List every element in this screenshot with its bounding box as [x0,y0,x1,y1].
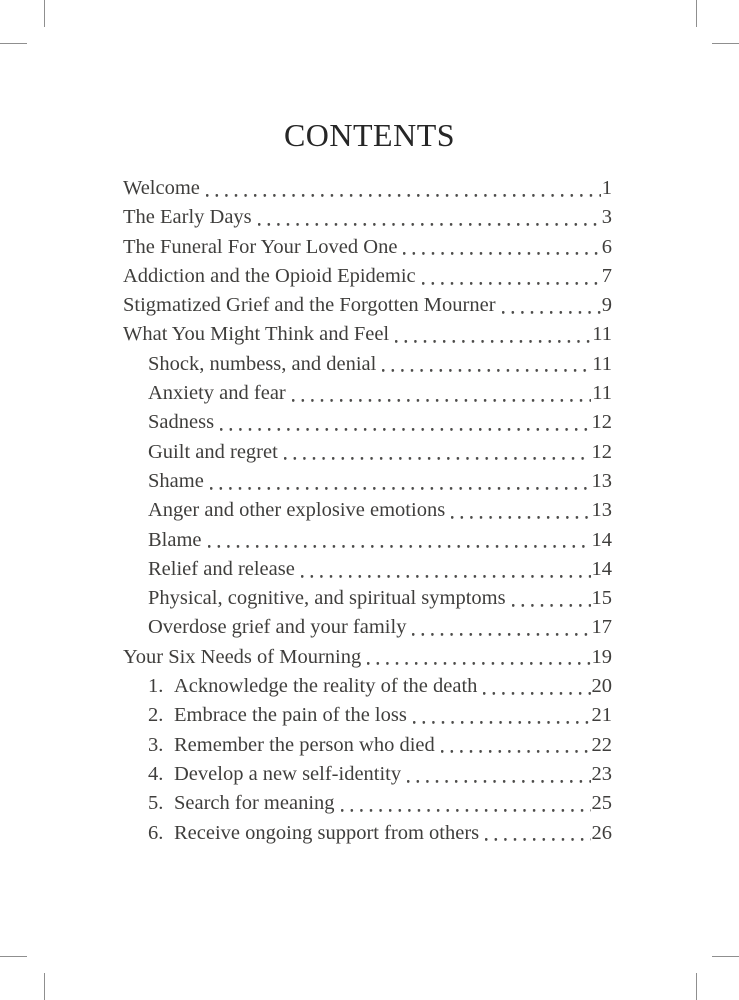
toc-entry-label: Search for meaning [174,792,335,815]
toc-entry-page: 26 [591,821,612,844]
dot-leader [485,819,590,848]
toc-entry-number: 3. [148,733,164,756]
dot-leader [208,526,591,555]
toc-row [123,438,612,467]
dot-leader [395,320,591,349]
toc-row [123,233,612,262]
toc-row [123,496,612,525]
toc-row [123,701,612,730]
toc-row [123,526,612,555]
toc-entry-page: 12 [591,440,612,463]
dot-leader [422,262,601,291]
toc-entry-page: 11 [592,382,612,405]
dot-leader [412,613,590,642]
toc-entry-page: 14 [591,557,612,580]
toc-row [123,350,612,379]
toc-entry-page: 6 [601,235,612,258]
toc-entry-page: 12 [591,411,612,434]
crop-mark-bottom-left-horizontal [0,956,27,957]
toc-row [123,731,612,760]
crop-mark-top-left-horizontal [0,43,27,44]
toc-row [123,789,612,818]
crop-mark-top-right-vertical [696,0,697,27]
toc-row [123,643,612,672]
toc-entry-label: Physical, cognitive, and spiritual symptoms [148,587,506,610]
toc-entry-label: Receive ongoing support from others [174,821,480,844]
dot-leader [292,379,592,408]
toc-entry-label: Guilt and regret [148,440,278,463]
toc-entry-page: 19 [591,645,612,668]
toc-row [123,203,612,232]
toc-entry-label: Blame [148,528,202,551]
dot-leader [341,789,591,818]
toc-entry-number: 6. [148,821,164,844]
toc-row [123,174,612,203]
toc-row [123,408,612,437]
dot-leader [403,233,600,262]
toc-row [123,613,612,642]
toc-entry-number: 4. [148,762,164,785]
toc-entry-label: What You Might Think and Feel [123,323,390,346]
toc-entry-label: Remember the person who died [174,733,435,756]
dot-leader [512,584,591,613]
crop-mark-bottom-left-vertical [44,973,45,1000]
toc-entry-label: The Funeral For Your Loved One [123,235,398,258]
dot-leader [367,643,590,672]
toc-entry-label: Acknowledge the reality of the death [174,675,478,698]
crop-mark-bottom-right-horizontal [712,956,739,957]
toc-row [123,672,612,701]
toc-row [123,291,612,320]
toc-entry-label: Welcome [123,177,200,199]
toc-entry-page: 13 [591,469,612,492]
page-title: CONTENTS [283,117,456,153]
toc-row [123,320,612,349]
toc-entry-number: 1. [148,675,164,698]
toc-entry-page: 7 [601,264,612,287]
toc-entry-page: 15 [591,587,612,610]
toc-list [123,174,612,848]
toc-entry-page: 23 [591,762,612,785]
toc-row [123,262,612,291]
dot-leader [258,203,601,232]
dot-leader [483,672,590,701]
toc-row [123,467,612,496]
toc-entry-label: Embrace the pain of the loss [174,704,407,727]
dot-leader [382,350,591,379]
toc-entry-page: 20 [591,675,612,698]
toc-entry-page: 25 [591,792,612,815]
crop-mark-top-left-vertical [44,0,45,27]
toc-row [123,819,612,848]
dot-leader [220,408,590,437]
toc-entry-page: 11 [592,352,612,375]
toc-row [123,555,612,584]
toc-entry-label: Your Six Needs of Mourning [123,645,362,668]
toc-entry-label: Relief and release [148,557,295,580]
toc-entry-page: 1 [601,177,612,199]
toc-entry-label: Anger and other explosive emotions [148,499,446,522]
crop-mark-top-right-horizontal [712,43,739,44]
toc-entry-label: Shame [148,469,204,492]
toc-entry-page: 3 [601,206,612,229]
toc-entry-label: Anxiety and fear [148,382,286,405]
dot-leader [407,760,590,789]
toc-entry-label: Sadness [148,411,215,434]
toc-entry-page: 13 [591,499,612,522]
crop-mark-bottom-right-vertical [696,973,697,1000]
toc-row [123,379,612,408]
toc-entry-label: Overdose grief and your family [148,616,407,639]
dot-leader [451,496,590,525]
toc-row [123,760,612,789]
toc-entry-label: Shock, numbess, and denial [148,352,377,375]
dot-leader [413,701,591,730]
dot-leader [502,291,601,320]
toc-entry-label: Stigmatized Grief and the Forgotten Mourner [123,294,496,317]
dot-leader [441,731,591,760]
dot-leader [206,174,601,203]
toc-entry-label: Develop a new self-identity [174,762,402,785]
toc-entry-page: 11 [592,323,612,346]
toc-entry-page: 17 [591,616,612,639]
toc-entry-page: 22 [591,733,612,756]
toc-entry-label: The Early Days [123,206,252,229]
dot-leader [284,438,591,467]
dot-leader [210,467,591,496]
toc-entry-page: 21 [591,704,612,727]
dot-leader [301,555,591,584]
toc-entry-label: Addiction and the Opioid Epidemic [123,264,416,287]
toc-entry-number: 5. [148,792,164,815]
toc-entry-page: 9 [601,294,612,317]
toc-row [123,584,612,613]
toc-entry-number: 2. [148,704,164,727]
toc-entry-page: 14 [591,528,612,551]
